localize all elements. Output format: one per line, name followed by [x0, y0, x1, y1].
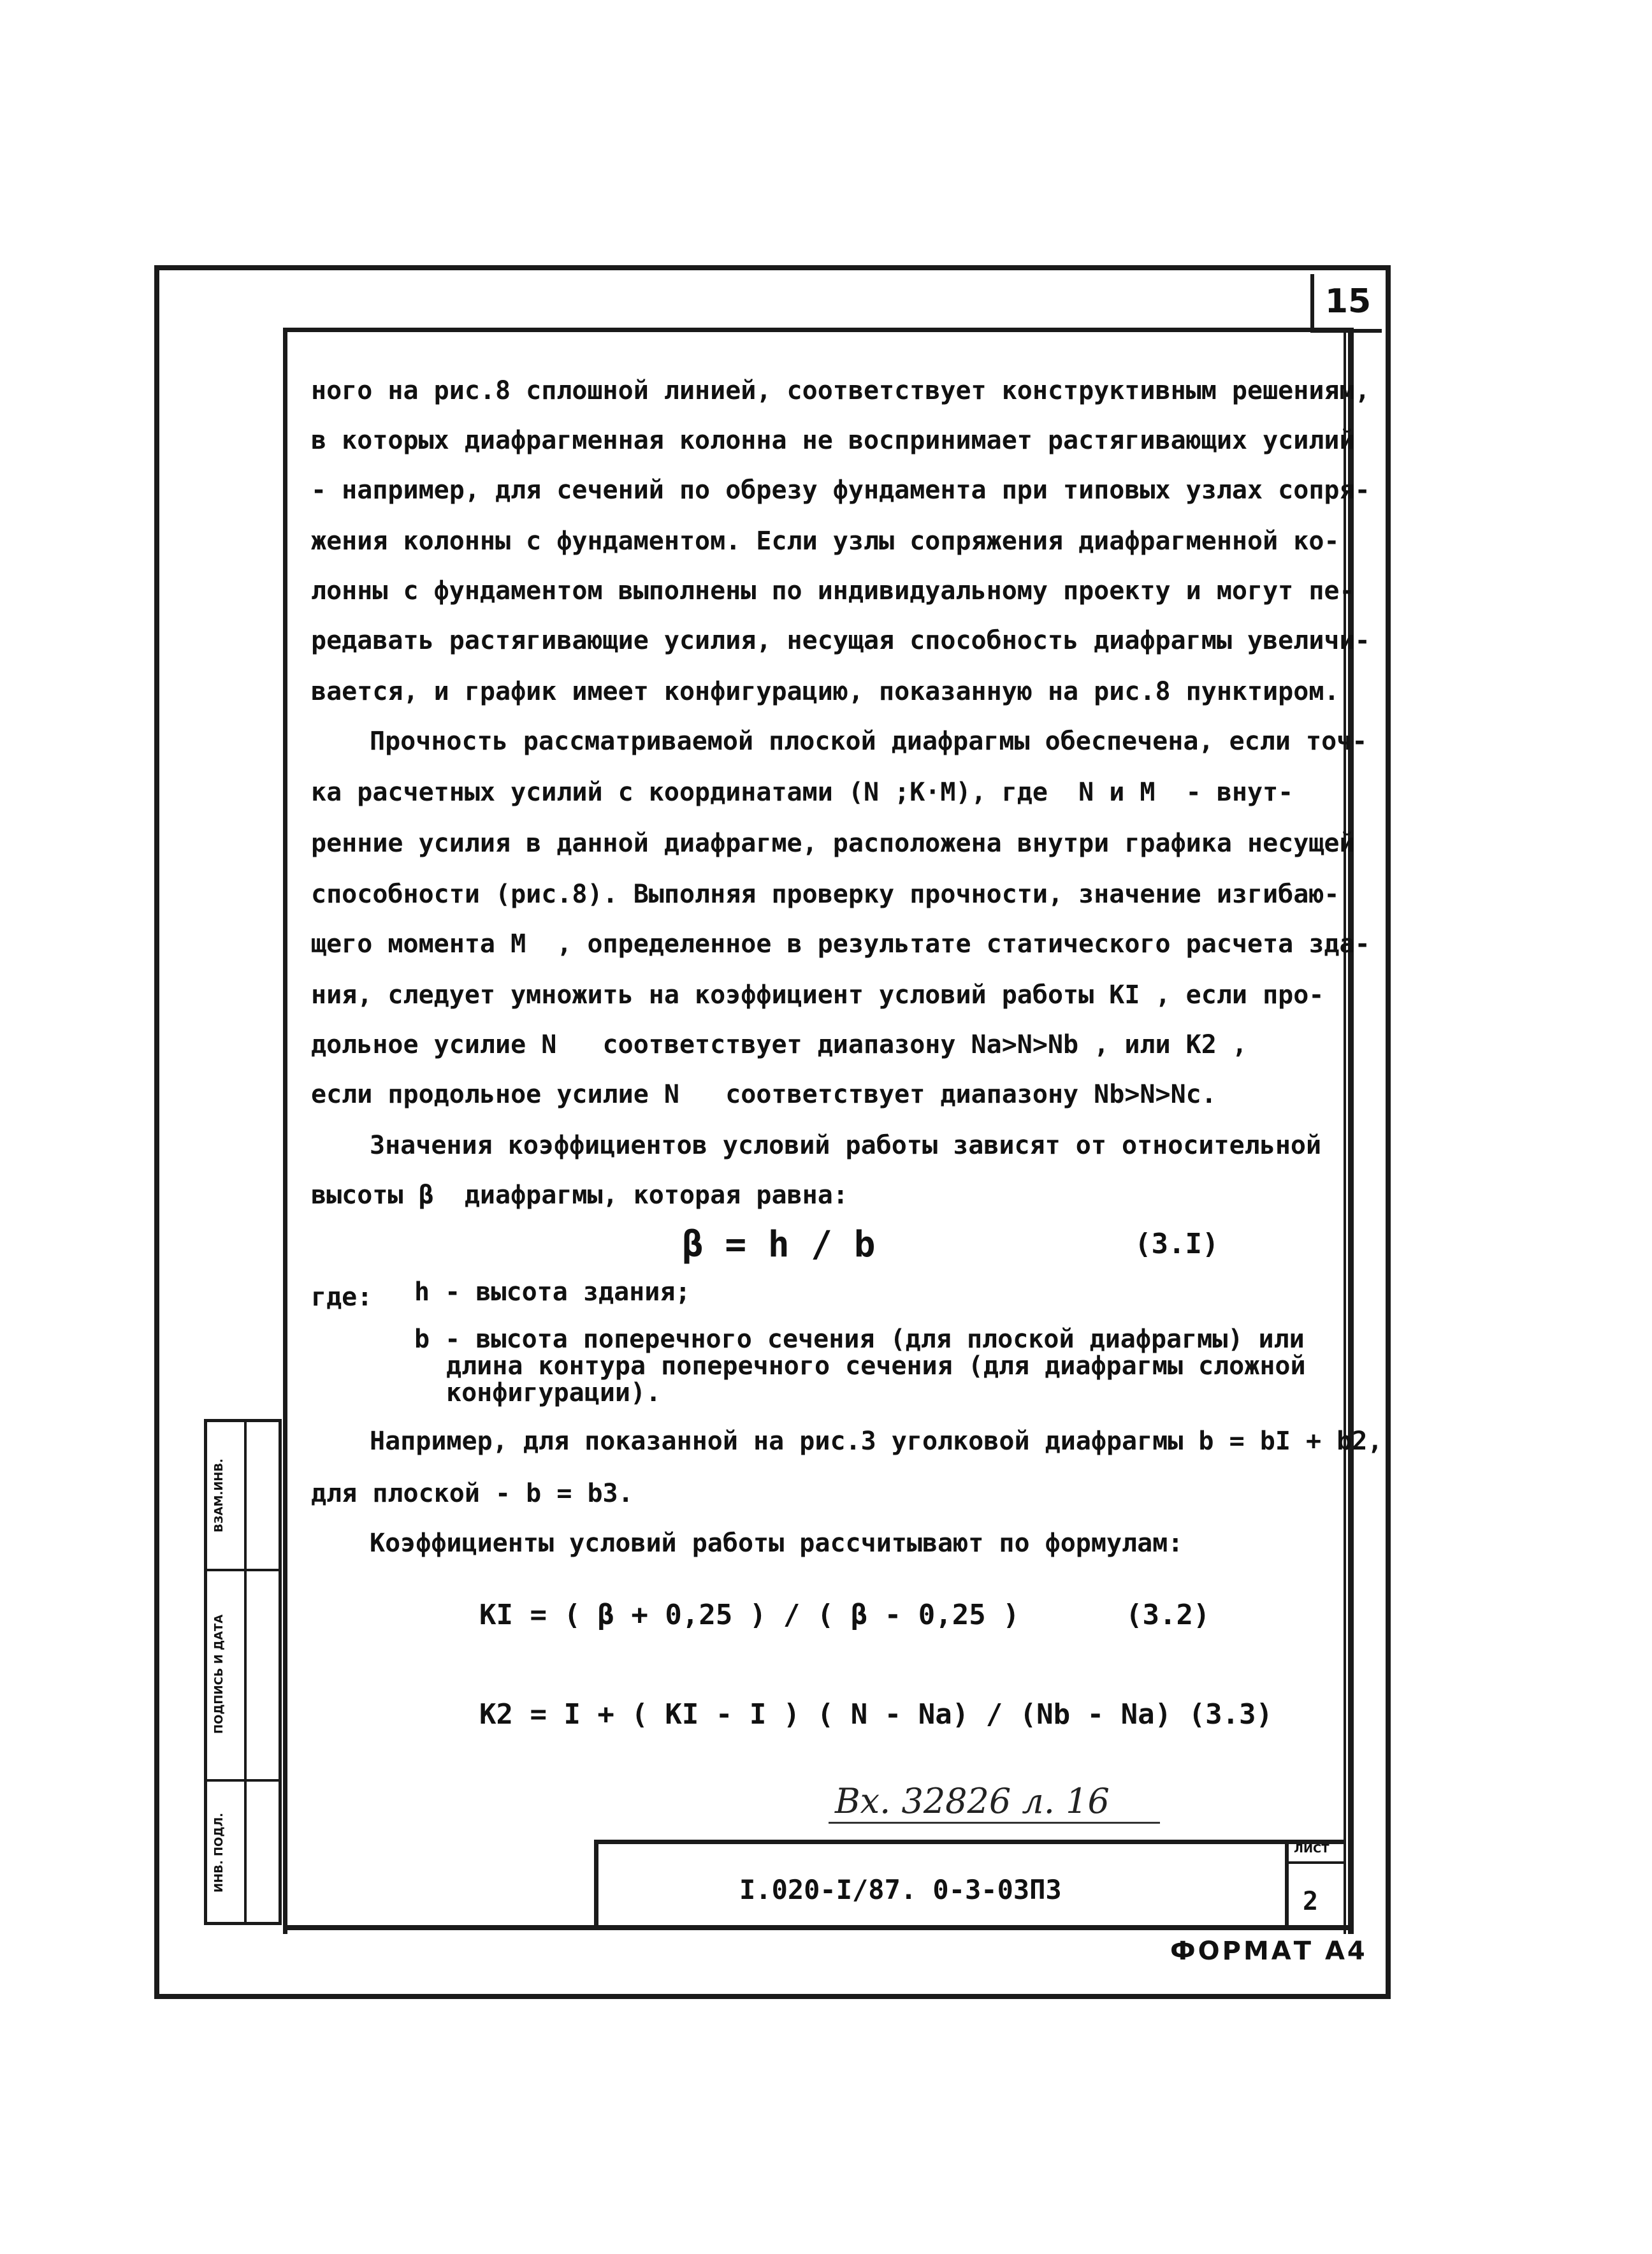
legend-b: b - высота поперечного сечения (для плоской диафрагмы) или	[414, 1325, 1305, 1354]
text-line: ния, следует умножить на коэффициент условий работы KI , если про-	[311, 980, 1324, 1010]
text-line: если продольное усилие N соответствует диапазону Nb>N>Nc.	[311, 1080, 1217, 1109]
text-line: жения колонны с фундаментом. Если узлы сопряжения диафрагменной ко-	[311, 527, 1340, 556]
text-line: ного на рис.8 сплошной линией, соответствует конструктивным решениям,	[311, 376, 1370, 405]
sheet-divider	[1285, 1861, 1344, 1864]
formula-3-1-number: (3.I)	[1134, 1228, 1219, 1260]
text-line: - например, для сечений по обрезу фундамента при типовых узлах сопря-	[311, 476, 1370, 505]
text-line: Например, для показанной на рис.3 уголковой диафрагмы b = bI + b2,	[370, 1427, 1383, 1456]
sidebar-cell-divider	[207, 1779, 279, 1782]
page-number: 15	[1310, 274, 1382, 333]
text-line: способности (рис.8). Выполняя проверку прочности, значение изгибаю-	[311, 880, 1340, 909]
formula-3-2: KI = ( β + 0,25 ) / ( β - 0,25 )	[479, 1599, 1020, 1631]
text-line: высоты β диафрагмы, которая равна:	[311, 1181, 848, 1210]
handwritten-note: Вх. 32826 л. 16	[835, 1781, 1110, 1821]
text-line: в которых диафрагменная колонна не воспринимает растягивающих усилий	[311, 426, 1355, 455]
text-line: для плоской - b = b3.	[311, 1479, 634, 1508]
sidebar-label: ИНВ. ПОДЛ.	[212, 1812, 226, 1893]
formula-3-2-number: (3.2)	[1126, 1599, 1210, 1631]
legend-b-cont: конфигурации).	[446, 1378, 662, 1407]
text-line: редавать растягивающие усилия, несущая способность диафрагмы увеличи-	[311, 626, 1370, 655]
sidebar-cell-divider	[207, 1569, 279, 1571]
legend-h: h - высота здания;	[414, 1277, 691, 1307]
text-line: лонны с фундаментом выполнены по индивидуальному проекту и могут пе-	[311, 576, 1355, 606]
where-label: где:	[311, 1283, 373, 1312]
sheet-label: ЛИСТ	[1294, 1842, 1330, 1856]
text-line: Прочность рассматриваемой плоской диафрагмы обеспечена, если точ-	[370, 727, 1368, 756]
text-line: ренние усилия в данной диафрагме, расположена внутри графика несущей	[311, 829, 1355, 858]
sidebar-divider	[244, 1422, 247, 1922]
text-line: Значения коэффициентов условий работы зависят от относительной	[370, 1131, 1322, 1160]
legend-b-cont: длина контура поперечного сечения (для диафрагмы сложной	[446, 1351, 1306, 1381]
sheet-number: 2	[1303, 1887, 1319, 1916]
document-code: I.020-I/87. 0-3-03ПЗ	[739, 1874, 1062, 1905]
text-line: дольное усилие N соответствует диапазону Na>N>Nb , или K2 ,	[311, 1030, 1248, 1059]
sidebar-label: ВЗАМ.ИНВ.	[212, 1458, 226, 1532]
text-line: ка расчетных усилий с координатами (N ;K·M), где N и M - внут-	[311, 778, 1294, 807]
handwritten-underline	[829, 1822, 1160, 1824]
inner-frame-right-line	[1344, 328, 1346, 1934]
text-line: Коэффициенты условий работы рассчитывают по формулам:	[370, 1529, 1184, 1558]
text-line: щего момента M , определенное в результате статического расчета зда-	[311, 929, 1370, 959]
format-label: ФОРМАТ А4	[1170, 1937, 1368, 1966]
sidebar-stamp	[204, 1419, 282, 1925]
formula-3-3: K2 = I + ( KI - I ) ( N - Na) / (Nb - Na) (3.3)	[479, 1698, 1273, 1731]
formula-3-1: β = h / b	[682, 1224, 876, 1265]
text-line: вается, и график имеет конфигурацию, показанную на рис.8 пунктиром.	[311, 677, 1340, 706]
sidebar-label: ПОДПИСЬ И ДАТА	[212, 1614, 226, 1734]
